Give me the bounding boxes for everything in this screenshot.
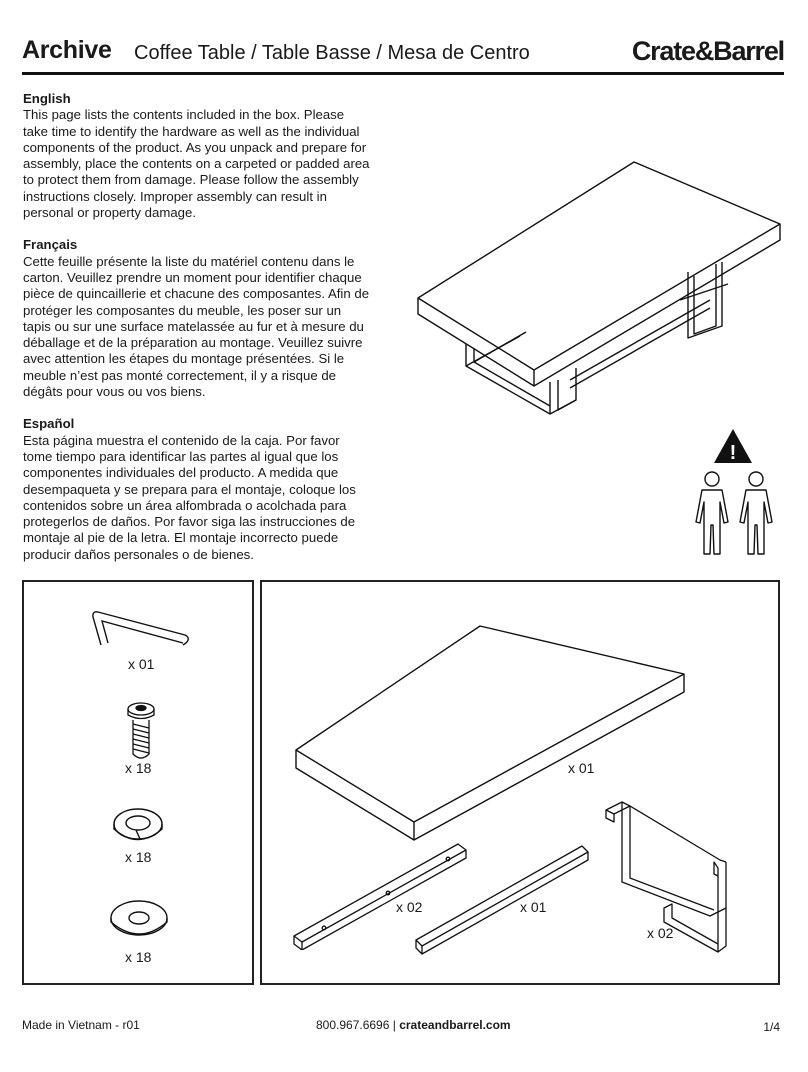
footer-contact xyxy=(316,1018,511,1032)
section-spanish xyxy=(23,416,385,563)
warning-symbol: ! xyxy=(729,442,737,464)
hex-key-qty: x 01 xyxy=(128,656,155,672)
section-body: Esta página muestra el contenido de la caja. Por favor tome tiempo para identificar las partes al igual que los componentes individuales del producto. A medida que desempaqueta y se prepara para el montaje, coloque los contenidos sobre un área alfombrada o acolchada para protegerlos de daños. Por favor siga las instrucciones de montaje al pie de la letra. El montaje incorrecto puede producir daños personales o de bienes. xyxy=(23,432,356,562)
center-rail-qty: x 01 xyxy=(520,899,547,915)
section-heading: Français xyxy=(23,237,78,253)
section-heading: English xyxy=(23,91,71,106)
footer-phone: 800.967.6696 | xyxy=(316,1018,400,1032)
brand-logo: Crate&Barrel xyxy=(631,36,784,66)
person-outline-icon xyxy=(740,472,772,554)
page-header xyxy=(22,36,784,70)
product-title: Archive xyxy=(22,36,112,64)
leg-frame-qty: x 02 xyxy=(647,925,674,941)
two-person-lift-icon xyxy=(690,470,790,556)
footer-origin: Made in Vietnam - r01 xyxy=(22,1018,140,1032)
section-body: Cette feuille présente la liste du matériel contenu dans le carton. Veuillez prendre un moment pour identifier chaque pièce de quincaillerie et chacune des composantes. Afin de protéger les composantes du meuble, les poser sur un tapis ou sur une surface matelassée au fur et à mesure du déballage et de la préparation au montage. Veuillez suivre avec attention les étapes du montage présentées. Si le meuble n’est pas monté correctement, il y a risque de dégâts pour vous ou vos biens. xyxy=(23,253,370,400)
hex-key-icon xyxy=(85,605,195,655)
flat-washer-qty: x 18 xyxy=(125,949,152,965)
assembled-table-illustration xyxy=(410,150,790,430)
warning-icon xyxy=(712,427,754,465)
page-number: 1/4 xyxy=(763,1020,780,1034)
lock-washer-icon xyxy=(110,806,166,846)
section-french xyxy=(23,237,385,400)
footer-website[interactable]: crateandbarrel.com xyxy=(399,1018,511,1032)
table-top-qty: x 01 xyxy=(568,760,595,776)
bolt-icon xyxy=(125,700,157,762)
intro-text xyxy=(23,91,385,579)
section-heading: Español xyxy=(23,416,75,432)
header-divider xyxy=(22,72,784,75)
center-rail-illustration xyxy=(412,840,592,956)
person-outline-icon xyxy=(696,472,728,554)
flat-washer-icon xyxy=(108,898,170,944)
section-body: This page lists the contents included in the box. Please take time to identify the hardware as well as the individual components of the product. As you unpack and prepare for assembly, place the contents on a carpeted or padded area to protect them from damage. Please follow the assembly instructions closely. Improper assembly can result in personal or property damage. xyxy=(23,107,370,221)
bolt-qty: x 18 xyxy=(125,760,152,776)
section-english xyxy=(23,91,385,221)
side-rail-qty: x 02 xyxy=(396,899,423,915)
lock-washer-qty: x 18 xyxy=(125,849,152,865)
product-subtitle: Coffee Table / Table Basse / Mesa de Centro xyxy=(134,42,530,64)
